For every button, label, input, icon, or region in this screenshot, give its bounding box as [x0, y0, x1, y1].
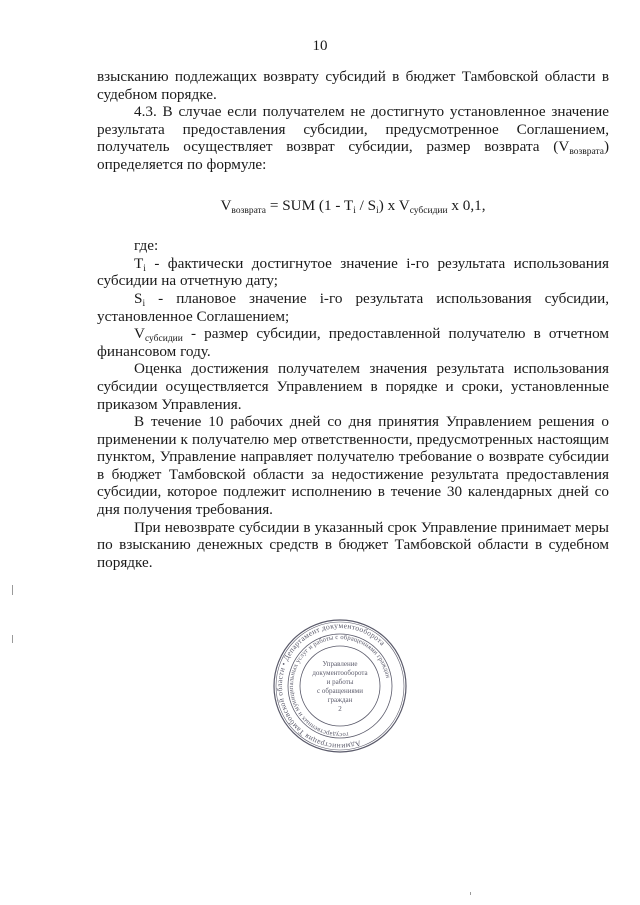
stamp-seal-graphic — [272, 618, 408, 754]
page-number: 10 — [312, 38, 328, 54]
si-subscript: i — [142, 298, 146, 309]
p1-subscript: возврата — [569, 147, 604, 158]
formula-part-2: / S — [355, 196, 377, 214]
formula-t-sub: i — [353, 205, 356, 216]
ti-subscript: i — [143, 263, 146, 274]
ti-text: - фактически достигнутое значение i-го результата использования субсидии на отчетную дату; — [97, 254, 609, 290]
where-label: где: — [134, 237, 159, 255]
si-text: - плановое значение i-го результата использования субсидии, установленное Соглашением; — [97, 289, 609, 325]
formula-end: x 0,1, — [447, 196, 486, 214]
formula-part-3: ) x V — [378, 196, 410, 214]
scan-mark-left-1 — [12, 585, 13, 595]
formula-s-sub: i — [376, 205, 379, 216]
stamp-center-line: с обращениями — [317, 687, 363, 695]
vs-text: - размер субсидии, предоставленной получателю в отчетном финансовом году. — [97, 325, 609, 360]
paragraph-continuation: взысканию подлежащих возврату субсидий в бюджет Тамбовской области в судебном порядке. — [97, 68, 609, 103]
stamp-center-line: граждан — [327, 696, 353, 704]
paragraph-ten-days: В течение 10 рабочих дней со дня принятия Управлением решения о применении к получателю мер ответственности, предусмотренных настоящим пунктом, Управление направляет получателю требование о возврате субсидии в бюджет Тамбовской области за недостижение результата предоставления субсидии, которое подлежит исполнению в течение 30 календарных дней со дня получения требования. — [97, 413, 609, 519]
stamp-outer-text: Администрация Тамбовской области • Департамент документооборота — [274, 620, 388, 752]
scan-mark-left-2 — [12, 635, 13, 643]
scan-mark-bottom — [470, 892, 471, 895]
vs-subscript: субсидии — [144, 334, 183, 345]
stamp-center-line: Управление — [322, 660, 358, 668]
stamp-center-line: и работы — [326, 678, 354, 686]
definition-ti — [97, 255, 609, 290]
p1-text-b: ) определяется по формуле: — [97, 138, 609, 173]
document-body — [97, 68, 609, 571]
paragraph-non-return: При невозврате субсидии в указанный срок Управление принимает меры по взысканию денежных средств в бюджет Тамбовской области в судебном порядке. — [97, 518, 609, 571]
formula-v: V — [220, 196, 232, 214]
official-stamp — [272, 618, 408, 754]
definition-si — [97, 290, 609, 325]
stamp-center-text — [312, 660, 368, 713]
paragraph-assessment: Оценка достижения получателем значения результата использования субсидии осуществляется Управлением в порядке и сроки, установленные приказом Управления. — [97, 360, 609, 413]
si-symbol: S — [134, 289, 143, 307]
vs-symbol: V — [134, 325, 145, 343]
definition-vs — [97, 325, 609, 360]
paragraph-4-3 — [97, 103, 609, 173]
formula — [97, 197, 609, 215]
stamp-center-line: 2 — [338, 705, 342, 713]
stamp-center-line: документооборота — [312, 669, 368, 677]
p1-text-a: 4.3. В случае если получателем не достигнуто установленное значение результата предоставления субсидии, предусмотренное Соглашением, получатель осуществляет возврат субсидии, размер возврата (V — [97, 103, 609, 156]
stamp-inner-text: государственных и муниципальных услуг и работы с обращениями граждан — [287, 633, 392, 739]
formula-part-1: = SUM (1 - T — [266, 196, 354, 214]
ti-symbol: T — [134, 254, 144, 272]
formula-vs-sub: субсидии — [409, 205, 448, 216]
formula-v-sub: возврата — [231, 205, 267, 216]
